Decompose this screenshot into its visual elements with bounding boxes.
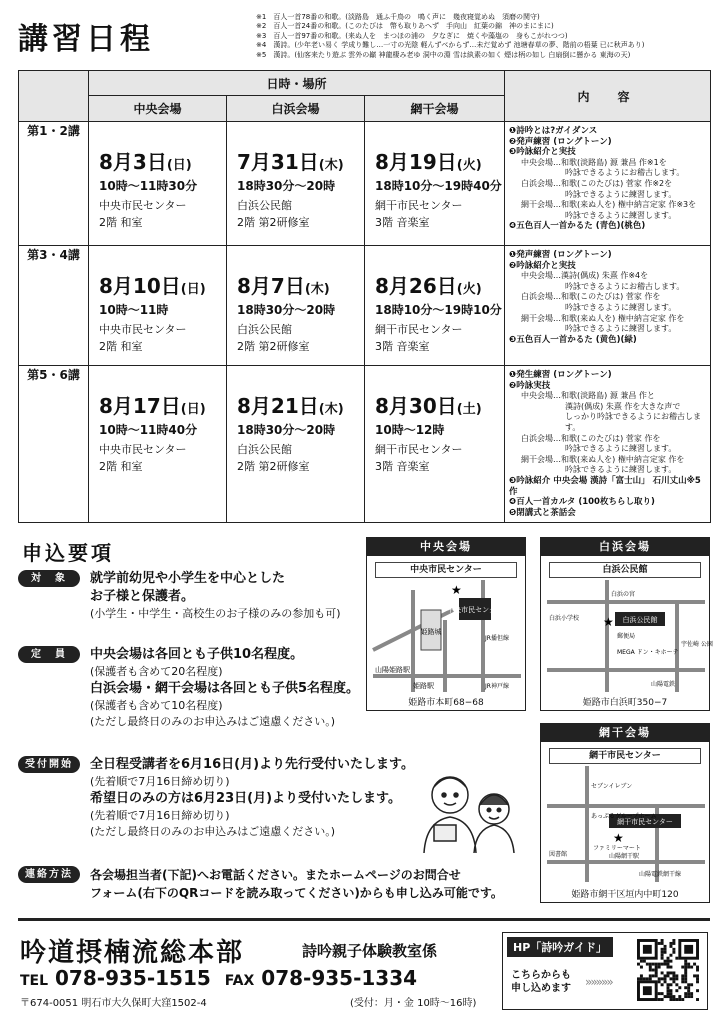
date-text: 8月17日 [99, 394, 181, 418]
weekday-text: (木) [318, 402, 344, 417]
map-central-drawing [373, 580, 521, 692]
session-time: 18時30分～20時 [237, 423, 336, 437]
parent-child-illustration [414, 765, 526, 853]
contact-label: 連絡方法 [18, 866, 80, 883]
map-header: 網干会場 [541, 724, 709, 742]
venue-header: 網干会場 [365, 96, 505, 122]
session-place: 白浜公民館 [237, 323, 292, 336]
session-time: 18時10分～19時10分 [375, 303, 502, 317]
arrows-icon: »»»»» [585, 975, 612, 989]
lecture-label: 第1・2講 [19, 122, 89, 246]
content-line: ❸五色百人一首かるた (黄色)(緑) [509, 334, 637, 345]
organization-department: 詩吟親子体験教室係 [302, 942, 438, 960]
content-line: 吟詠できるように練習します。 [565, 189, 677, 199]
content-line: 吟詠できるように練習します。 [565, 210, 677, 220]
content-line: ❶詩吟とは?ガイダンス [509, 126, 598, 136]
lecture-label: 第5・6講 [19, 366, 89, 523]
map-central [366, 537, 526, 711]
date-text: 7月31日 [237, 150, 319, 174]
map-label: 山陽姫路駅 [375, 666, 410, 674]
session-date [375, 274, 504, 302]
session-cell [89, 246, 227, 366]
session-cell [365, 122, 505, 246]
content-line: 網干会場…和歌(来ぬ人を) 権中納言定家 作※3を [521, 200, 697, 210]
date-text: 8月26日 [375, 274, 457, 298]
reception-line: (先着順で7月16日締め切り) [90, 775, 230, 788]
capacity-line: (保護者も含めて20名程度) [90, 665, 223, 678]
content-line: 網干会場…和歌(来ぬ人を) 権中納言定家 作を [521, 313, 685, 323]
session-date [99, 274, 226, 302]
homepage-box[interactable] [502, 932, 708, 1010]
content-line: ❷吟詠実技 [509, 380, 551, 391]
content-line: ❷吟詠紹介と実技 [509, 260, 576, 271]
session-place: 中央市民センター [99, 199, 187, 212]
reception-label: 受付開始 [18, 756, 80, 773]
map-label: あっぷるグループホーム [591, 813, 657, 820]
map-label: 宇佐崎 公園 [681, 641, 713, 648]
organization-name: 吟道摂楠流総本部 [20, 938, 245, 968]
session-date [237, 274, 364, 302]
content-line: 白浜会場…和歌(このたびは) 菅家 作※2を [521, 178, 673, 188]
footnote: ※1 百人一首78番の和歌。(淡路島 通ふ千鳥の 鳴く声に 幾夜寝覚めぬ 須磨の関守) [256, 13, 540, 21]
map-aboshi [540, 723, 710, 903]
content-line: 中央会場…漢詩(偶成) 朱熹 作※4を [521, 271, 649, 281]
target-label: 対 象 [18, 570, 80, 587]
content-line: ❺閉講式と茶話会 [509, 507, 576, 518]
contact-line: フォーム(右下のQRコードを読み取ってください)からも申し込み可能です。 [90, 886, 503, 900]
map-label: セブンイレブン [591, 783, 633, 790]
session-time: 18時30分～20時 [237, 179, 336, 193]
corner-cell [19, 71, 89, 122]
footnote: ※2 百人一首24番の和歌。(このたびは 幣も取りあへず 手向山 紅葉の錦 神のまにまに) [256, 22, 554, 31]
session-room: 3階 音楽室 [375, 216, 430, 229]
session-time: 18時30分～20時 [237, 303, 336, 317]
content-line: 中央会場…和歌(淡路島) 源 兼昌 作※1を [521, 157, 667, 167]
content-line: 漢詩(偶成) 朱熹 作を大きな声で [565, 401, 681, 411]
footnote: ※4 漢詩。(少年老い易く 学成り難し…一寸の光陰 軽んずべからず…未だ覚めず 池塘春草の夢、階前の梧葉 已に秋声あり) [256, 41, 645, 50]
content-line: ❸吟詠紹介 中央会場 漢詩「富士山」 石川丈山※5 作 [509, 475, 701, 497]
schedule-row [19, 122, 711, 246]
content-line: 吟詠できるように練習します。 [565, 444, 677, 454]
map-label: 白浜小学校 [549, 615, 580, 622]
header-datetime: 日時・場所 [89, 71, 505, 96]
weekday-text: (火) [456, 158, 482, 173]
session-cell [89, 366, 227, 523]
map-header: 中央会場 [367, 538, 525, 556]
footnote: ※5 漢詩。(仙客来たり遊ぶ 雲外の巓 神龍棲み老ゆ 洞中の淵 雪は紈素の如く 煙は柄の如し 白扇倒に懸かる 東海の天) [256, 50, 631, 59]
map-header: 白浜会場 [541, 538, 709, 556]
session-time: 10時～11時40分 [99, 423, 198, 437]
session-cell [227, 246, 365, 366]
content-line: ❹百人一首カルタ (100枚ちらし取り) [509, 497, 655, 508]
weekday-text: (日) [180, 402, 206, 417]
footer-divider [18, 918, 710, 921]
capacity-label: 定 員 [18, 646, 80, 663]
application-title: 申込要項 [22, 541, 114, 565]
content-cell [505, 246, 711, 366]
fax-label: FAX [224, 973, 255, 989]
content-line: 吟詠できるように練習します。 [565, 465, 677, 475]
content-cell [505, 366, 711, 523]
session-room: 2階 第2研修室 [237, 216, 310, 229]
homepage-text-line: 申し込めます [511, 983, 571, 994]
map-venue-box: 中央市民センター [375, 562, 517, 578]
map-pin-label: 中央市民センター [447, 606, 503, 614]
tel-label: TEL [20, 973, 49, 989]
schedule-row [19, 366, 711, 523]
fax-number: 078-935-1334 [261, 966, 418, 990]
map-shirahama [540, 537, 713, 711]
content-line: 吟詠できるように練習します。 [565, 324, 677, 334]
session-date [375, 394, 504, 422]
qr-code-icon[interactable] [637, 939, 699, 1001]
content-line: ❶発声練習 (ロングトーン) [509, 250, 612, 260]
session-place: 白浜公民館 [237, 199, 292, 212]
content-line: 白浜会場…和歌(このたびは) 菅家 作を [521, 433, 661, 443]
content-line: ❸吟詠紹介と実技 [509, 147, 576, 158]
capacity-line: (保護者も含めて10名程度) [90, 699, 223, 712]
session-place: 網干市民センター [375, 199, 463, 212]
session-place: 中央市民センター [99, 443, 187, 456]
content-cell [505, 122, 711, 246]
session-place: 網干市民センター [375, 443, 463, 456]
date-text: 8月10日 [99, 274, 181, 298]
map-label: 白浜の宮 [611, 591, 636, 598]
content-line: 吟詠できるようにお稽古します。 [565, 168, 685, 178]
content-line: ❷発声練習 (ロングトーン) [509, 136, 612, 147]
session-time: 10時～11時 [99, 303, 169, 317]
content-line: ❹五色百人一首かるた (青色)(桃色) [509, 221, 646, 232]
contact-numbers [20, 966, 417, 990]
star-icon: ★ [603, 615, 614, 629]
star-icon: ★ [613, 831, 624, 845]
map-label: 山陽網干駅 [609, 853, 640, 860]
map-pin-label: 網干市民センター [617, 818, 673, 826]
session-time: 10時～12時 [375, 423, 445, 437]
map-label: JR播但線 [485, 635, 509, 642]
footnotes [256, 13, 718, 60]
session-room: 2階 第2研修室 [237, 340, 310, 353]
lecture-label: 第3・4講 [19, 246, 89, 366]
content-line: 吟詠できるように練習します。 [565, 302, 677, 312]
date-text: 8月19日 [375, 150, 457, 174]
weekday-text: (日) [166, 158, 192, 173]
reception-hours: (受付：月・金 10時～16時) [350, 998, 477, 1009]
session-place: 白浜公民館 [237, 443, 292, 456]
schedule-table [18, 70, 711, 523]
map-label: JR神戸線 [485, 683, 509, 690]
venue-header: 白浜会場 [227, 96, 365, 122]
content-line: しっかり吟詠できるようにお稽古します。 [565, 412, 702, 432]
session-cell [365, 246, 505, 366]
date-text: 8月7日 [237, 274, 305, 298]
session-date [237, 150, 364, 178]
map-address: 姫路市白浜町350−7 [582, 698, 668, 708]
schedule-row [19, 246, 711, 366]
page-title: 講習日程 [18, 22, 154, 57]
capacity-line: 中央会場は各回とも子供10名程度。 [90, 647, 304, 662]
session-cell [365, 366, 505, 523]
session-cell [89, 122, 227, 246]
map-label: 山陽電鉄 [651, 681, 676, 688]
map-label: ファミリーマート [593, 845, 641, 852]
map-venue-box: 網干市民センター [549, 748, 701, 764]
map-shirahama-drawing [547, 580, 713, 692]
capacity-note: (ただし最終日のみのお申込みはご遠慮ください。) [90, 715, 336, 728]
weekday-text: (土) [456, 402, 482, 417]
target-note: (小学生・中学生・高校生のお子様のみの参加も可) [90, 607, 341, 620]
weekday-text: (日) [180, 282, 206, 297]
footnote: ※3 百人一首97番の和歌。(来ぬ人を まつほの浦の 夕なぎに 焼くや藻塩の 身もこがれつつ) [256, 31, 568, 40]
homepage-label: HP「詩吟ガイド」 [507, 937, 613, 957]
contact-line: 各会場担当者(下記)へお電話ください。またホームページのお問合せ [90, 868, 461, 882]
postal-address: 〒674-0051 明石市大久保町大窪1502-4 [20, 998, 207, 1009]
reception-line: 全日程受講者を6月16日(月)より先行受付いたします。 [90, 757, 414, 772]
session-room: 3階 音楽室 [375, 460, 430, 473]
map-label: 山陽電鉄網干線 [639, 871, 682, 878]
map-label: 姫路城 [420, 628, 442, 636]
map-pin-label: 白浜公民館 [622, 616, 658, 624]
venue-header: 中央会場 [89, 96, 227, 122]
content-line: 網干会場…和歌(来ぬ人を) 権中納言定家 作を [521, 454, 685, 464]
map-label: 郵便局 [617, 633, 636, 640]
content-line: 中央会場…和歌(淡路島) 源 兼昌 作と [521, 391, 655, 401]
content-line: 白浜会場…和歌(このたびは) 菅家 作を [521, 292, 661, 302]
reception-line: 希望日のみの方は6月23日(月)より受付いたします。 [90, 791, 401, 806]
session-room: 2階 和室 [99, 460, 143, 473]
tel-number[interactable]: 078-935-1515 [55, 966, 211, 990]
session-time: 18時10分～19時40分 [375, 179, 502, 193]
star-icon: ★ [451, 583, 462, 597]
homepage-text-line: こちらからも [511, 970, 571, 981]
map-label: 図書館 [549, 851, 568, 858]
session-room: 2階 和室 [99, 216, 143, 229]
content-line: ❶発生練習 (ロングトーン) [509, 370, 612, 380]
session-room: 2階 和室 [99, 340, 143, 353]
reception-line: (先着順で7月16日締め切り) [90, 809, 230, 822]
date-text: 8月21日 [237, 394, 319, 418]
weekday-text: (木) [318, 158, 344, 173]
session-cell [227, 122, 365, 246]
map-label: 姫路駅 [413, 682, 434, 690]
session-time: 10時～11時30分 [99, 179, 198, 193]
map-aboshi-drawing [547, 766, 705, 882]
weekday-text: (木) [304, 282, 330, 297]
map-venue-box: 白浜公民館 [549, 562, 701, 578]
target-line: 就学前幼児や小学生を中心とした [90, 571, 286, 586]
capacity-line: 白浜会場・網干会場は各回とも子供5名程度。 [90, 681, 360, 696]
session-place: 中央市民センター [99, 323, 187, 336]
session-room: 2階 第2研修室 [237, 460, 310, 473]
map-address: 姫路市網干区垣内中町120 [571, 890, 679, 900]
date-text: 8月3日 [99, 150, 167, 174]
session-date [99, 150, 226, 178]
target-line: お子様と保護者。 [90, 589, 195, 604]
date-text: 8月30日 [375, 394, 457, 418]
map-label: MEGA ドン・キホーテ [617, 649, 679, 656]
session-date [375, 150, 504, 178]
session-cell [227, 366, 365, 523]
homepage-text [511, 969, 571, 995]
session-room: 3階 音楽室 [375, 340, 430, 353]
map-address: 姫路市本町68−68 [408, 698, 484, 708]
session-date [237, 394, 364, 422]
weekday-text: (火) [456, 282, 482, 297]
session-place: 網干市民センター [375, 323, 463, 336]
header-content: 内 容 [505, 71, 711, 122]
content-line: 吟詠できるようにお稽古します。 [565, 281, 685, 291]
session-date [99, 394, 226, 422]
reception-note: (ただし最終日のみのお申込みはご遠慮ください。) [90, 825, 336, 838]
